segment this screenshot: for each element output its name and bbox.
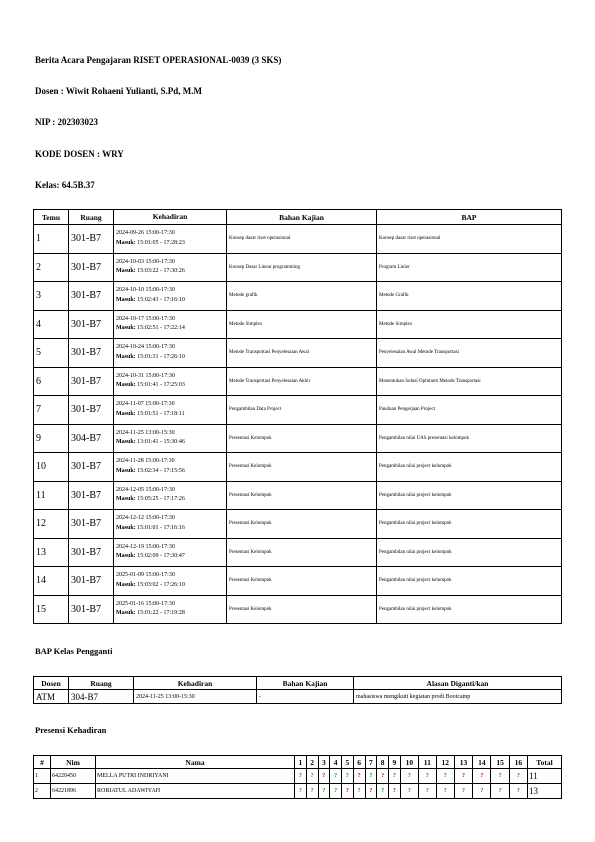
- bap-cell: Pengambilan nilai UAS presentasi kelompok: [377, 424, 562, 453]
- ruang-cell: 301-B7: [69, 567, 114, 596]
- ganti-dosen: ATM: [34, 690, 69, 704]
- temu-cell: 13: [34, 538, 69, 567]
- col-bahan-kajian: Bahan Kajian: [227, 210, 377, 225]
- attendance-total: 13: [528, 784, 562, 799]
- masuk-label: Masuk:: [116, 439, 136, 446]
- ganti-col-dosen: Dosen: [34, 677, 69, 690]
- ganti-ruang: 304-B7: [69, 690, 134, 704]
- masuk-time: 15:02:34 - 17:15:56: [137, 467, 185, 474]
- ruang-cell: 301-B7: [69, 481, 114, 510]
- table-row: [34, 339, 562, 368]
- temu-cell: 12: [34, 510, 69, 539]
- bahan-kajian-cell: Metode Transportasi Penyelesaian Akhir: [227, 367, 377, 396]
- kehadiran-cell: [114, 225, 227, 254]
- ruang-cell: 301-B7: [69, 538, 114, 567]
- student-nim: 64220450: [51, 769, 96, 784]
- masuk-time: 15:01:01 - 17:16:16: [137, 524, 185, 531]
- attendance-mark: ?: [318, 784, 330, 799]
- nip-line: NIP : 202303023: [35, 117, 98, 127]
- student-row: [34, 769, 562, 784]
- masuk-label: Masuk:: [116, 610, 136, 617]
- kehadiran-cell: [114, 253, 227, 282]
- ruang-cell: 304-B7: [69, 424, 114, 453]
- presensi-col-header: 9: [389, 756, 401, 769]
- bap-cell: Program Linier: [377, 253, 562, 282]
- masuk-time: 15:02:43 - 17:16:10: [137, 296, 185, 303]
- jadwal-text: 2024-11-28 15:00-17:30: [116, 458, 175, 465]
- jadwal-text: 2024-11-25 13:00-15:30: [116, 429, 175, 436]
- kehadiran-cell: [114, 282, 227, 311]
- bap-cell: Pengambilan nilai project kelompok: [377, 481, 562, 510]
- col-bap: BAP: [377, 210, 562, 225]
- student-no: 2: [34, 784, 51, 799]
- bahan-kajian-cell: Konsep Dasar Linear programming: [227, 253, 377, 282]
- attendance-mark: ?: [419, 769, 437, 784]
- kelas-line: Kelas: 64.5B.37: [35, 180, 95, 190]
- table-row: [34, 538, 562, 567]
- attendance-mark: ?: [454, 784, 472, 799]
- col-ruang: Ruang: [69, 210, 114, 225]
- temu-cell: 3: [34, 282, 69, 311]
- masuk-time: 15:02:51 - 17:22:14: [137, 325, 185, 332]
- bahan-kajian-cell: Presentasi Kelompok: [227, 538, 377, 567]
- ganti-header-row: [34, 677, 562, 690]
- ganti-kehadiran: 2024-11-25 13:00-15:30: [134, 690, 257, 704]
- attendance-total: 11: [528, 769, 562, 784]
- attendance-mark: ?: [330, 769, 342, 784]
- presensi-col-header: 11: [419, 756, 437, 769]
- bap-header-row: [34, 210, 562, 225]
- bahan-kajian-cell: Pengambilan Data Project: [227, 396, 377, 425]
- col-kehadiran: Kehadiran: [114, 210, 227, 225]
- temu-cell: 11: [34, 481, 69, 510]
- masuk-label: Masuk:: [116, 325, 136, 332]
- attendance-mark: ?: [436, 769, 454, 784]
- kehadiran-cell: [114, 567, 227, 596]
- ruang-cell: 301-B7: [69, 225, 114, 254]
- table-row: [34, 567, 562, 596]
- ruang-cell: 301-B7: [69, 339, 114, 368]
- bap-cell: Menentukan Solusi Optimum Metode Transportasi: [377, 367, 562, 396]
- attendance-mark: ?: [318, 769, 330, 784]
- attendance-mark: ?: [377, 784, 389, 799]
- masuk-time: 15:01:22 - 17:19:28: [137, 610, 185, 617]
- bap-cell: Penyelesaian Awal Metode Transportasi: [377, 339, 562, 368]
- presensi-header-row: [34, 756, 562, 769]
- student-name: MELLA PUTRI INDRIYANI: [96, 769, 295, 784]
- masuk-label: Masuk:: [116, 581, 136, 588]
- presensi-col-header: 8: [377, 756, 389, 769]
- ruang-cell: 301-B7: [69, 282, 114, 311]
- bahan-kajian-cell: Presentasi Kelompok: [227, 424, 377, 453]
- table-row: [34, 481, 562, 510]
- bahan-kajian-cell: Konsep dasar riset operasional: [227, 225, 377, 254]
- temu-cell: 15: [34, 595, 69, 624]
- presensi-col-header: 7: [365, 756, 377, 769]
- jadwal-text: 2024-10-10 15:00-17:30: [116, 287, 175, 294]
- table-row: [34, 253, 562, 282]
- presensi-col-header: Nim: [51, 756, 96, 769]
- attendance-mark: ?: [491, 784, 509, 799]
- student-row: [34, 784, 562, 799]
- presensi-col-header: Total: [528, 756, 562, 769]
- kehadiran-cell: [114, 310, 227, 339]
- student-name: ROBIATUL ADAWIYAH: [96, 784, 295, 799]
- attendance-mark: ?: [365, 769, 377, 784]
- bap-table: [33, 209, 562, 624]
- kehadiran-cell: [114, 424, 227, 453]
- masuk-time: 15:01:41 - 17:25:03: [137, 382, 185, 389]
- ruang-cell: 301-B7: [69, 595, 114, 624]
- bap-cell: Pengambilan nilai project kelompok: [377, 538, 562, 567]
- attendance-mark: ?: [400, 784, 418, 799]
- ganti-alasan: mahasiswa mengikuti kegiatan prodi Bootcamp: [354, 690, 562, 704]
- attendance-mark: ?: [365, 784, 377, 799]
- attendance-mark: ?: [330, 784, 342, 799]
- presensi-col-header: 16: [509, 756, 527, 769]
- jadwal-text: 2025-01-09 15:00-17:30: [116, 572, 175, 579]
- kehadiran-cell: [114, 367, 227, 396]
- table-row: [34, 225, 562, 254]
- masuk-label: Masuk:: [116, 353, 136, 360]
- bap-cell: Pengambilan nilai project kelompok: [377, 595, 562, 624]
- bahan-kajian-cell: Metode grafik: [227, 282, 377, 311]
- ruang-cell: 301-B7: [69, 367, 114, 396]
- jadwal-text: 2025-01-16 15:00-17:30: [116, 600, 175, 607]
- document-title: Berita Acara Pengajaran RISET OPERASIONAL-0039 (3 SKS): [35, 55, 282, 65]
- presensi-col-header: 1: [295, 756, 307, 769]
- presensi-col-header: 3: [318, 756, 330, 769]
- bahan-kajian-cell: Presentasi Kelompok: [227, 453, 377, 482]
- jadwal-text: 2024-10-17 15:00-17:30: [116, 315, 175, 322]
- attendance-mark: ?: [353, 784, 365, 799]
- masuk-time: 15:05:25 - 17:17:26: [137, 496, 185, 503]
- masuk-label: Masuk:: [116, 239, 136, 246]
- kehadiran-cell: [114, 595, 227, 624]
- student-nim: 64221896: [51, 784, 96, 799]
- attendance-mark: ?: [436, 784, 454, 799]
- attendance-mark: ?: [473, 784, 491, 799]
- table-row: [34, 282, 562, 311]
- kehadiran-cell: [114, 510, 227, 539]
- attendance-mark: ?: [306, 784, 318, 799]
- col-temu: Temu: [34, 210, 69, 225]
- attendance-mark: ?: [400, 769, 418, 784]
- attendance-mark: ?: [342, 784, 354, 799]
- presensi-col-header: #: [34, 756, 51, 769]
- table-row: [34, 367, 562, 396]
- jadwal-text: 2024-12-12 15:00-17:30: [116, 515, 175, 522]
- kehadiran-cell: [114, 339, 227, 368]
- masuk-label: Masuk:: [116, 524, 136, 531]
- masuk-label: Masuk:: [116, 496, 136, 503]
- bahan-kajian-cell: Presentasi Kelompok: [227, 510, 377, 539]
- presensi-col-header: Nama: [96, 756, 295, 769]
- attendance-mark: ?: [353, 769, 365, 784]
- masuk-time: 15:03:02 - 17:26:10: [137, 581, 185, 588]
- bap-cell: Pengambilan nilai project kelompok: [377, 567, 562, 596]
- ganti-row: [34, 690, 562, 704]
- masuk-label: Masuk:: [116, 268, 136, 275]
- masuk-label: Masuk:: [116, 296, 136, 303]
- kehadiran-cell: [114, 396, 227, 425]
- ruang-cell: 301-B7: [69, 310, 114, 339]
- presensi-table: [33, 755, 562, 799]
- masuk-time: 15:01:51 - 17:18:11: [137, 410, 185, 417]
- table-row: [34, 453, 562, 482]
- presensi-col-header: 6: [353, 756, 365, 769]
- bap-cell: Konsep dasar riset operasional: [377, 225, 562, 254]
- table-row: [34, 424, 562, 453]
- masuk-label: Masuk:: [116, 410, 136, 417]
- attendance-mark: ?: [473, 769, 491, 784]
- temu-cell: 2: [34, 253, 69, 282]
- ganti-col-ruang: Ruang: [69, 677, 134, 690]
- kehadiran-cell: [114, 538, 227, 567]
- attendance-mark: ?: [389, 769, 401, 784]
- attendance-mark: ?: [306, 769, 318, 784]
- temu-cell: 5: [34, 339, 69, 368]
- ganti-table: [33, 676, 562, 704]
- ganti-section-title: BAP Kelas Pengganti: [35, 646, 113, 656]
- jadwal-text: 2024-10-03 15:00-17:30: [116, 258, 175, 265]
- presensi-col-header: 13: [454, 756, 472, 769]
- kode-dosen-line: KODE DOSEN : WRY: [35, 149, 124, 159]
- temu-cell: 6: [34, 367, 69, 396]
- attendance-mark: ?: [389, 784, 401, 799]
- masuk-time: 15:01:31 - 17:26:10: [137, 353, 185, 360]
- presensi-col-header: 14: [473, 756, 491, 769]
- ruang-cell: 301-B7: [69, 453, 114, 482]
- dosen-line: Dosen : Wiwit Rohaeni Yulianti, S.Pd, M.M: [35, 86, 203, 96]
- bap-cell: Panduan Pengerjaan Project: [377, 396, 562, 425]
- presensi-col-header: 2: [306, 756, 318, 769]
- attendance-mark: ?: [342, 769, 354, 784]
- table-row: [34, 510, 562, 539]
- presensi-col-header: 12: [436, 756, 454, 769]
- jadwal-text: 2024-10-24 15:00-17:30: [116, 344, 175, 351]
- presensi-col-header: 5: [342, 756, 354, 769]
- temu-cell: 9: [34, 424, 69, 453]
- attendance-mark: ?: [377, 769, 389, 784]
- attendance-mark: ?: [454, 769, 472, 784]
- ganti-col-kehadiran: Kehadiran: [134, 677, 257, 690]
- temu-cell: 14: [34, 567, 69, 596]
- temu-cell: 7: [34, 396, 69, 425]
- masuk-label: Masuk:: [116, 382, 136, 389]
- bap-cell: Pengambilan nilai project kelompok: [377, 453, 562, 482]
- ruang-cell: 301-B7: [69, 396, 114, 425]
- table-row: [34, 396, 562, 425]
- kehadiran-cell: [114, 453, 227, 482]
- bahan-kajian-cell: Presentasi Kelompok: [227, 595, 377, 624]
- temu-cell: 10: [34, 453, 69, 482]
- bahan-kajian-cell: Presentasi Kelompok: [227, 481, 377, 510]
- masuk-time: 15:01:05 - 17:28:23: [137, 239, 185, 246]
- attendance-mark: ?: [491, 769, 509, 784]
- attendance-mark: ?: [509, 784, 527, 799]
- attendance-mark: ?: [295, 769, 307, 784]
- presensi-section-title: Presensi Kehadiran: [35, 725, 107, 735]
- ganti-bahan: -: [257, 690, 354, 704]
- table-row: [34, 595, 562, 624]
- ganti-col-bahan: Bahan Kajian: [257, 677, 354, 690]
- jadwal-text: 2024-09-26 15:00-17:30: [116, 230, 175, 237]
- bahan-kajian-cell: Metode Transportasi Penyelesaian Awal: [227, 339, 377, 368]
- jadwal-text: 2024-10-31 15:00-17:30: [116, 372, 175, 379]
- jadwal-text: 2024-12-05 15:00-17:30: [116, 486, 175, 493]
- student-no: 1: [34, 769, 51, 784]
- bap-cell: Pengambilan nilai project kelompok: [377, 510, 562, 539]
- attendance-mark: ?: [509, 769, 527, 784]
- bahan-kajian-cell: Metode Simplex: [227, 310, 377, 339]
- bap-cell: Metode Simplex: [377, 310, 562, 339]
- kehadiran-cell: [114, 481, 227, 510]
- ganti-col-alasan: Alasan Diganti/kan: [354, 677, 562, 690]
- bahan-kajian-cell: Presentasi Kelompok: [227, 567, 377, 596]
- attendance-mark: ?: [419, 784, 437, 799]
- ruang-cell: 301-B7: [69, 253, 114, 282]
- table-row: [34, 310, 562, 339]
- attendance-mark: ?: [295, 784, 307, 799]
- jadwal-text: 2024-12-19 15:00-17:30: [116, 543, 175, 550]
- presensi-col-header: 10: [400, 756, 418, 769]
- bap-cell: Metode Grafik: [377, 282, 562, 311]
- masuk-time: 13:01:41 - 15:30:46: [137, 439, 185, 446]
- jadwal-text: 2024-11-07 15:00-17:30: [116, 401, 175, 408]
- masuk-label: Masuk:: [116, 467, 136, 474]
- masuk-time: 15:02:09 - 17:30:47: [137, 553, 185, 560]
- presensi-col-header: 4: [330, 756, 342, 769]
- presensi-col-header: 15: [491, 756, 509, 769]
- temu-cell: 4: [34, 310, 69, 339]
- temu-cell: 1: [34, 225, 69, 254]
- ruang-cell: 301-B7: [69, 510, 114, 539]
- masuk-time: 15:03:22 - 17:30:26: [137, 268, 185, 275]
- masuk-label: Masuk:: [116, 553, 136, 560]
